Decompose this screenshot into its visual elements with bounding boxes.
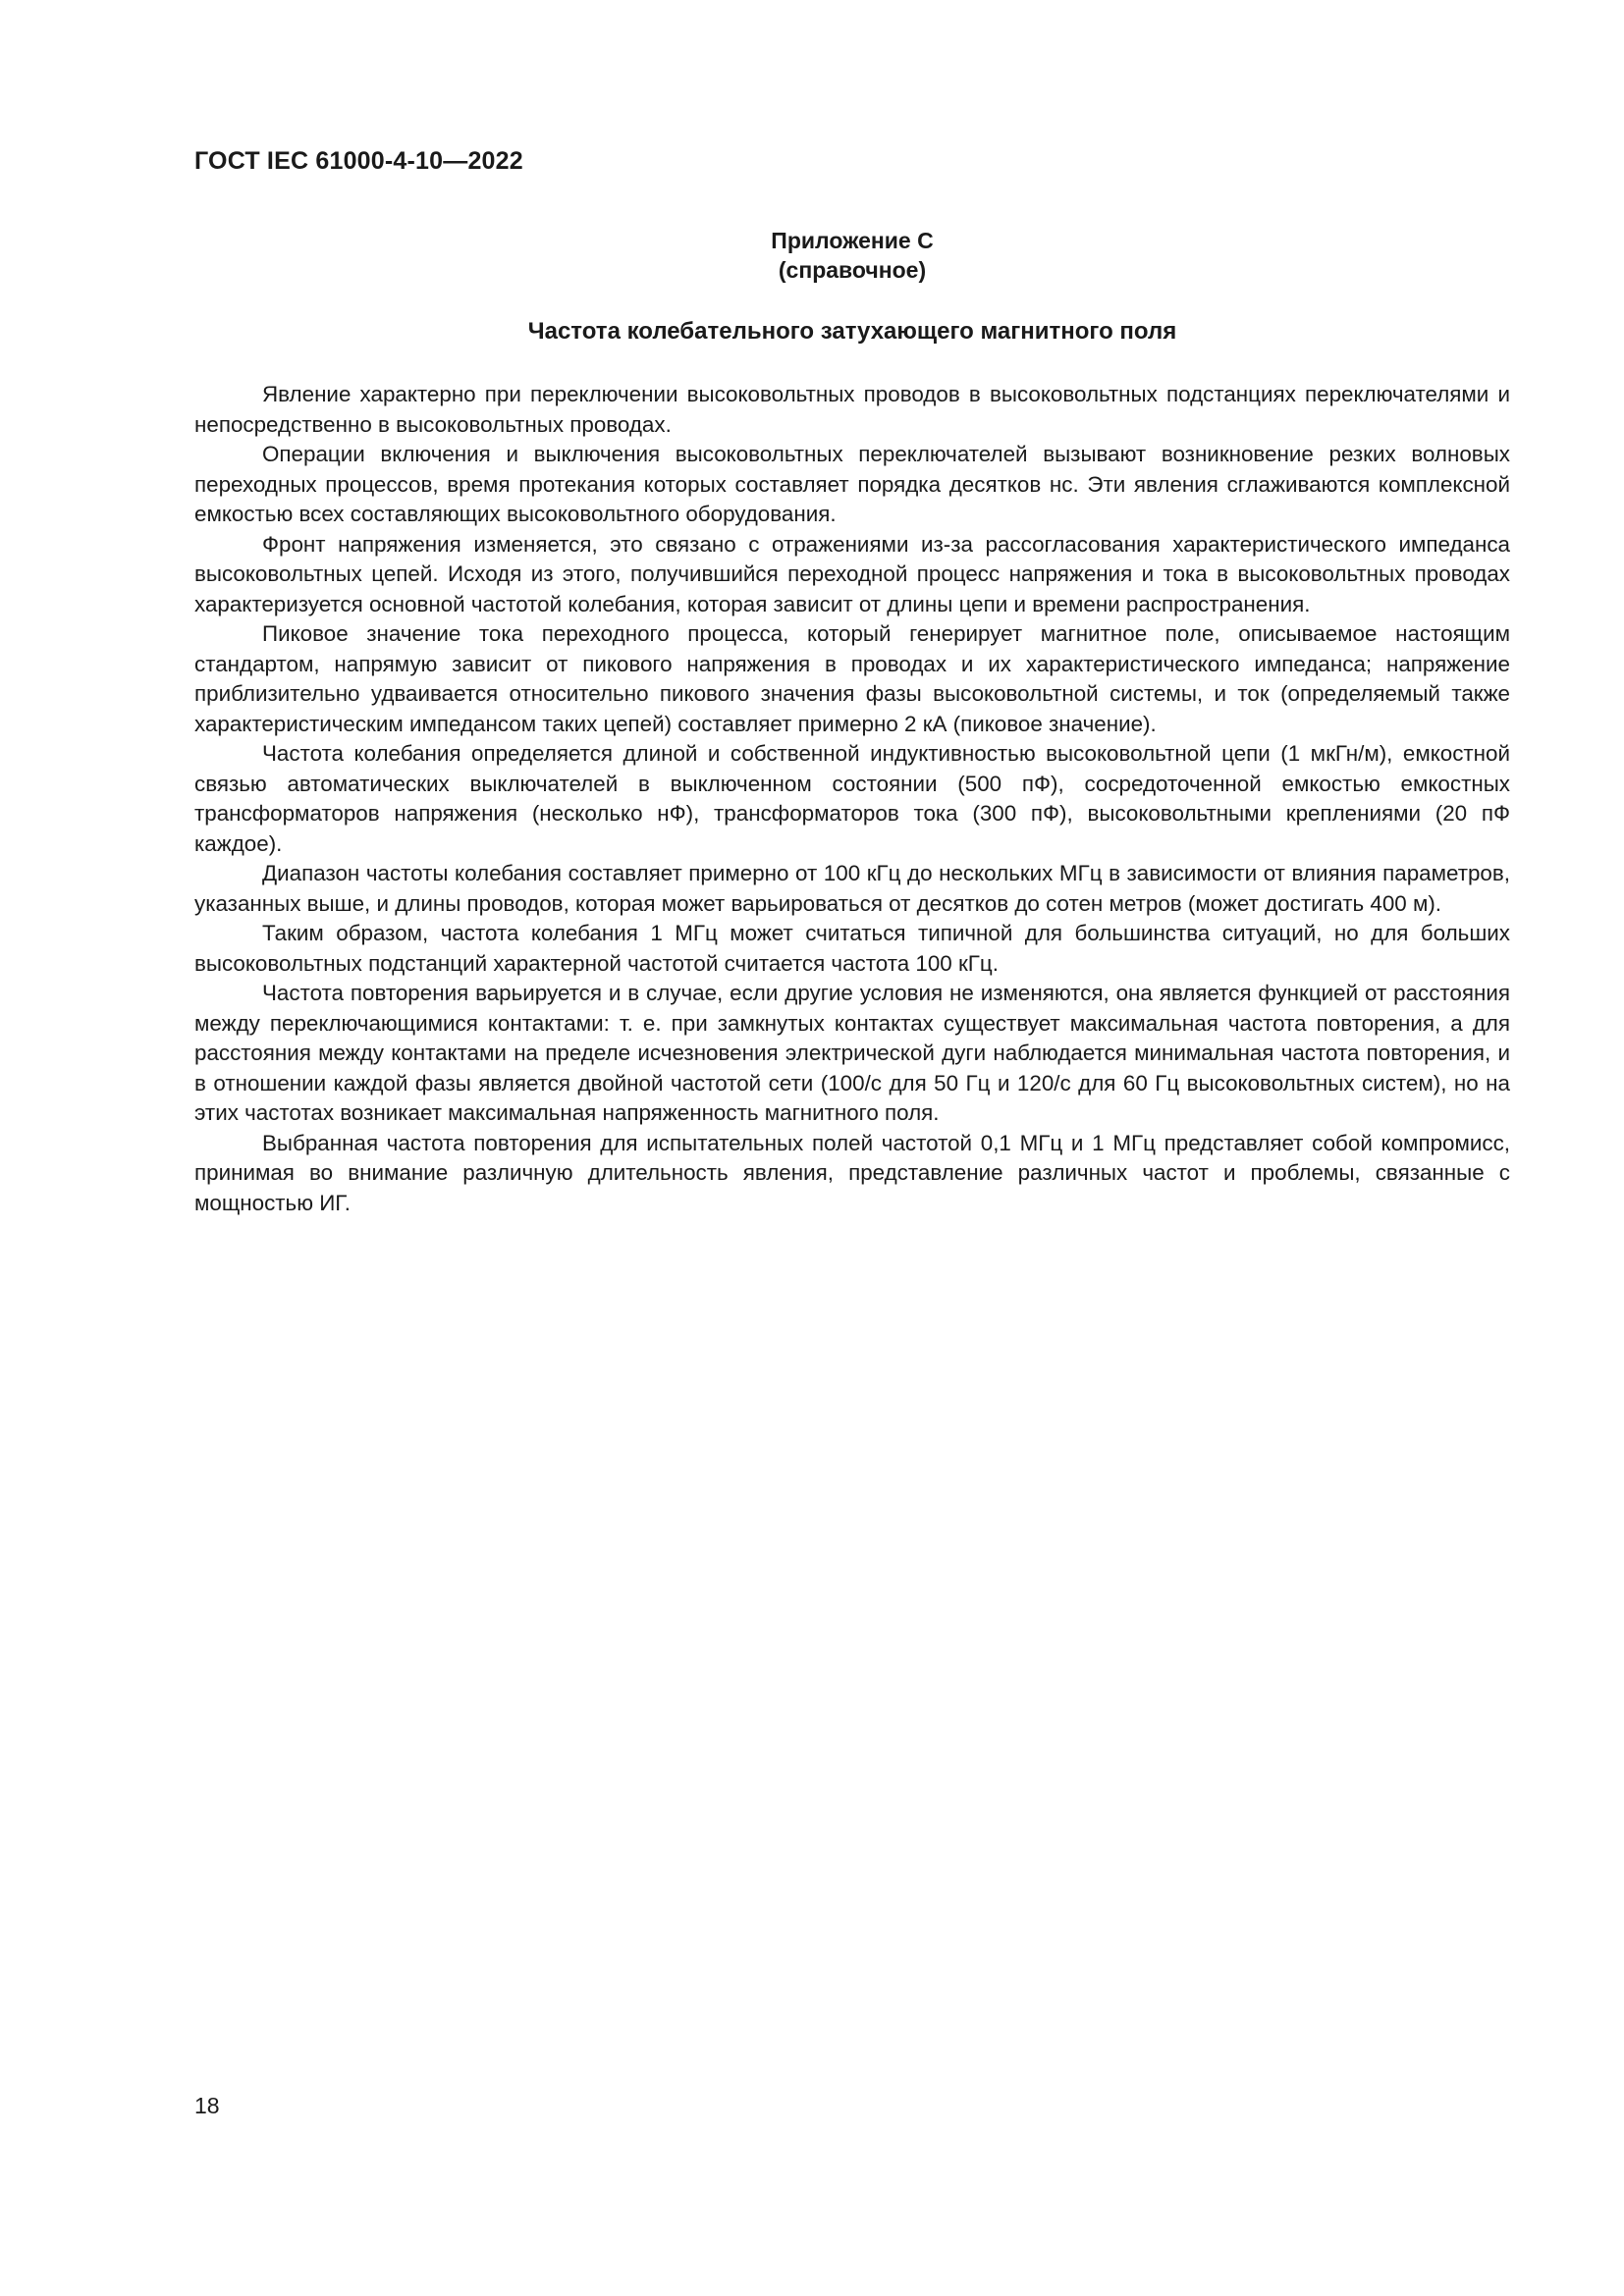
paragraph: Пиковое значение тока переходного процесса, который генерирует магнитное поле, описываемое настоящим стандартом, напрямую зависит от пикового напряжения в проводах и их характеристического импеданса; напряжение приблизительно удваивается относительно пикового значения фазы высоковольтной системы, и ток (определяемый также характеристическим импедансом таких цепей) составляет примерно 2 кА (пиковое значение). (194, 621, 1510, 736)
paragraph: Таким образом, частота колебания 1 МГц может считаться типичной для большинства ситуаций, но для больших высоковольтных подстанций характерной частотой считается частота 100 кГц. (194, 921, 1510, 976)
paragraph: Операции включения и выключения высоковольтных переключателей вызывают возникновение резких волновых переходных процессов, время протекания которых составляет порядка десятков нс. Эти явления сглаживаются комплексной емкостью всех составляющих высоковольтного оборудования. (194, 442, 1510, 526)
appendix-label: Приложение С (771, 228, 934, 253)
section-title: Частота колебательного затухающего магнитного поля (527, 318, 1177, 345)
appendix-type: (справочное) (778, 257, 927, 283)
paragraph: Диапазон частоты колебания составляет примерно от 100 кГц до нескольких МГц в зависимости от влияния параметров, указанных выше, и длины проводов, которая может варьироваться от десятков до сотен метров (может достигать 400 м). (194, 861, 1510, 916)
paragraph: Частота повторения варьируется и в случае, если другие условия не изменяются, она является функцией от расстояния между переключающимися контактами: т. е. при замкнутых контактах существует максимальная частота повторения, а для расстояния между контактами на пределе исчезновения электрической дуги наблюдается минимальная частота повторения, и в отношении каждой фазы является двойной частотой сети (100/с для 50 Гц и 120/с для 60 Гц высоковольтных систем), но на этих частотах возникает максимальная напряженность магнитного поля. (194, 981, 1510, 1125)
document-header: ГОСТ IEC 61000-4-10—2022 (194, 147, 523, 175)
body-text (194, 380, 1510, 1218)
paragraph: Фронт напряжения изменяется, это связано с отражениями из-за рассогласования характеристического импеданса высоковольтных цепей. Исходя из этого, получившийся переходной процесс напряжения и тока в высоковольтных проводах характеризуется основной частотой колебания, которая зависит от длины цепи и времени распространения. (194, 531, 1510, 616)
paragraph: Частота колебания определяется длиной и собственной индуктивностью высоковольтной цепи (1 мкГн/м), емкостной связью автоматических выключателей в выключенном состоянии (500 пФ), сосредоточенной емкостью емкостных трансформаторов напряжения (несколько нФ), трансформаторов тока (300 пФ), высоковольтными креплениями (20 пФ каждое). (194, 741, 1510, 856)
appendix-heading (194, 226, 1510, 285)
page-number: 18 (194, 2093, 220, 2118)
paragraph: Выбранная частота повторения для испытательных полей частотой 0,1 МГц и 1 МГц представляет собой компромисс, принимая во внимание различную длительность явления, представление различных частот и проблемы, связанные с мощностью ИГ. (194, 1130, 1510, 1215)
paragraph: Явление характерно при переключении высоковольтных проводов в высоковольтных подстанциях переключателями и непосредственно в высоковольтных проводах. (194, 382, 1510, 437)
